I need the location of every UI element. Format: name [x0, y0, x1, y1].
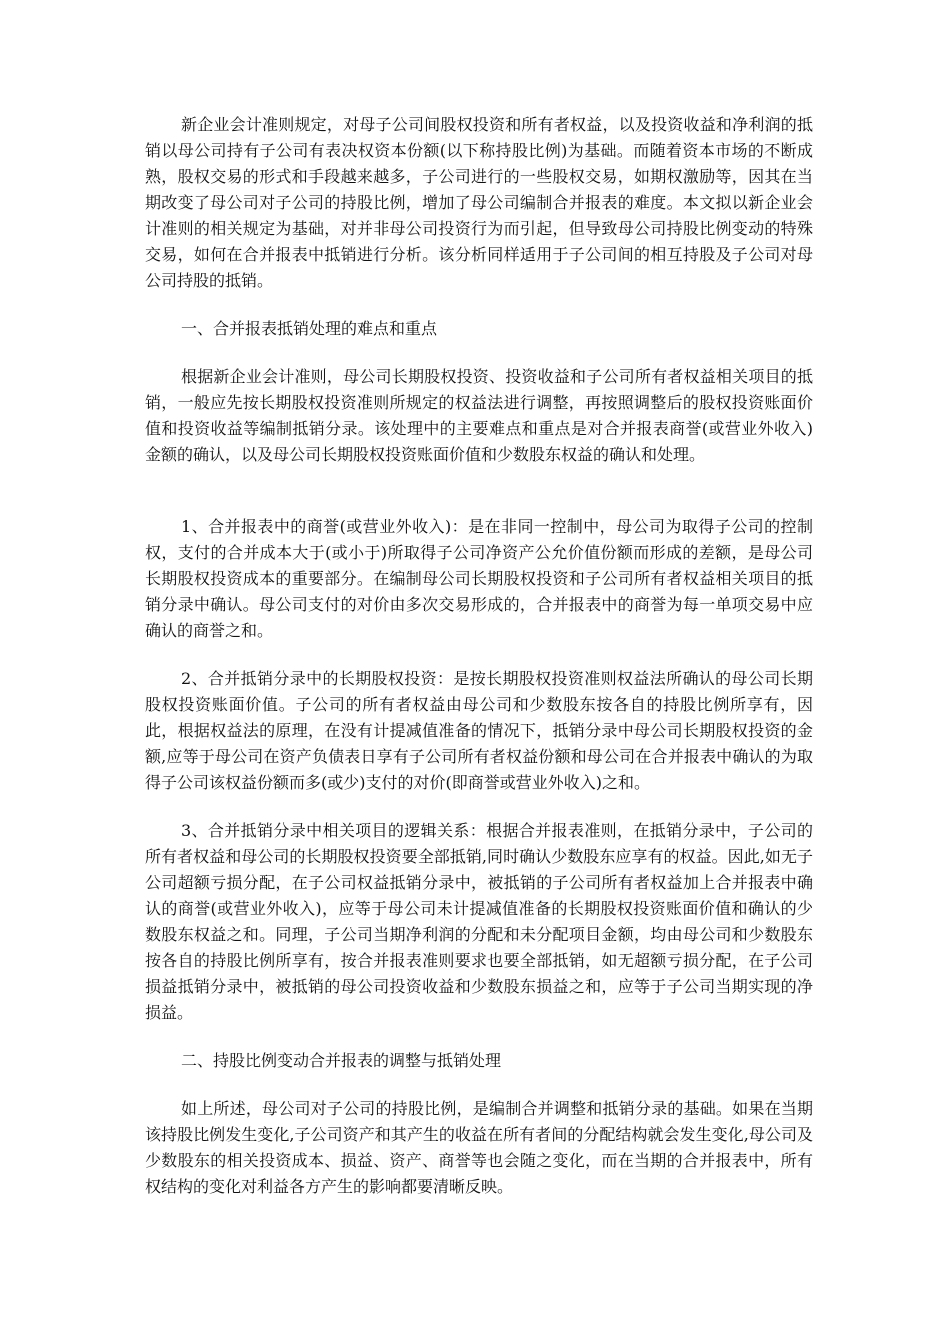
section-1-paragraph: 根据新企业会计准则，母公司长期股权投资、投资收益和子公司所有者权益相关项目的抵销，一般应先按长期股权投资准则所规定的权益法进行调整，再按照调整后的股权投资账面价值和投资收益等编制抵销分录。该处理中的主要难点和重点是对合并报表商誉(或营业外收入)金额的确认，以及母公司长期股权投资账面价值和少数股东权益的确认和处理。 — [145, 367, 813, 464]
section-heading-2: 二、持股比例变动合并报表的调整与抵销处理 — [181, 1051, 502, 1070]
point-3-paragraph: 3、合并抵销分录中相关项目的逻辑关系：根据合并报表准则，在抵销分录中，子公司的所有者权益和母公司的长期股权投资要全部抵销,同时确认少数股东应享有的权益。因此,如无子公司超额亏损分配，在子公司权益抵销分录中，被抵销的子公司所有者权益加上合并报表中确认的商誉(或营业外收入)，应等于母公司未计提减值准备的长期股权投资账面价值和确认的少数股东权益之和。同理，子公司当期净利润的分配和未分配项目金额，均由母公司和少数股东按各自的持股比例所享有，按合并报表准则要求也要全部抵销，如无超额亏损分配，在子公司损益抵销分录中，被抵销的母公司投资收益和少数股东损益之和，应等于子公司当期实现的净损益。 — [145, 821, 813, 1022]
intro-paragraph: 新企业会计准则规定，对母子公司间股权投资和所有者权益，以及投资收益和净利润的抵销以母公司持有子公司有表决权资本份额(以下称持股比例)为基础。而随着资本市场的不断成熟，股权交易的形式和手段越来越多，子公司进行的一些股权交易，如期权激励等，因其在当期改变了母公司对子公司的持股比例，增加了母公司编制合并报表的难度。本文拟以新企业会计准则的相关规定为基础，对并非母公司投资行为而引起，但导致母公司持股比例变动的特殊交易，如何在合并报表中抵销进行分析。该分析同样适用于子公司间的相互持股及子公司对母公司持股的抵销。 — [145, 115, 813, 290]
point-1-paragraph: 1、合并报表中的商誉(或营业外收入)：是在非同一控制中，母公司为取得子公司的控制权，支付的合并成本大于(或小于)所取得子公司净资产公允价值份额而形成的差额，是母公司长期股权投资成本的重要部分。在编制母公司长期股权投资和子公司所有者权益相关项目的抵销分录中确认。母公司支付的对价由多次交易形成的，合并报表中的商誉为每一单项交易中应确认的商誉之和。 — [145, 517, 813, 640]
point-2-paragraph: 2、合并抵销分录中的长期股权投资：是按长期股权投资准则权益法所确认的母公司长期股权投资账面价值。子公司的所有者权益由母公司和少数股东按各自的持股比例所享有，因此，根据权益法的原理，在没有计提减值准备的情况下，抵销分录中母公司长期股权投资的金额,应等于母公司在资产负债表日享有子公司所有者权益份额和母公司在合并报表中确认的为取得子公司该权益份额而多(或少)支付的对价(即商誉或营业外收入)之和。 — [145, 669, 813, 792]
document-page — [145, 112, 813, 1200]
section-heading-1: 一、合并报表抵销处理的难点和重点 — [181, 319, 438, 338]
section-2-paragraph: 如上所述，母公司对子公司的持股比例，是编制合并调整和抵销分录的基础。如果在当期该持股比例发生变化,子公司资产和其产生的收益在所有者间的分配结构就会发生变化,母公司及少数股东的相关投资成本、损益、资产、商誉等也会随之变化，而在当期的合并报表中，所有权结构的变化对利益各方产生的影响都要清晰反映。 — [145, 1099, 813, 1196]
